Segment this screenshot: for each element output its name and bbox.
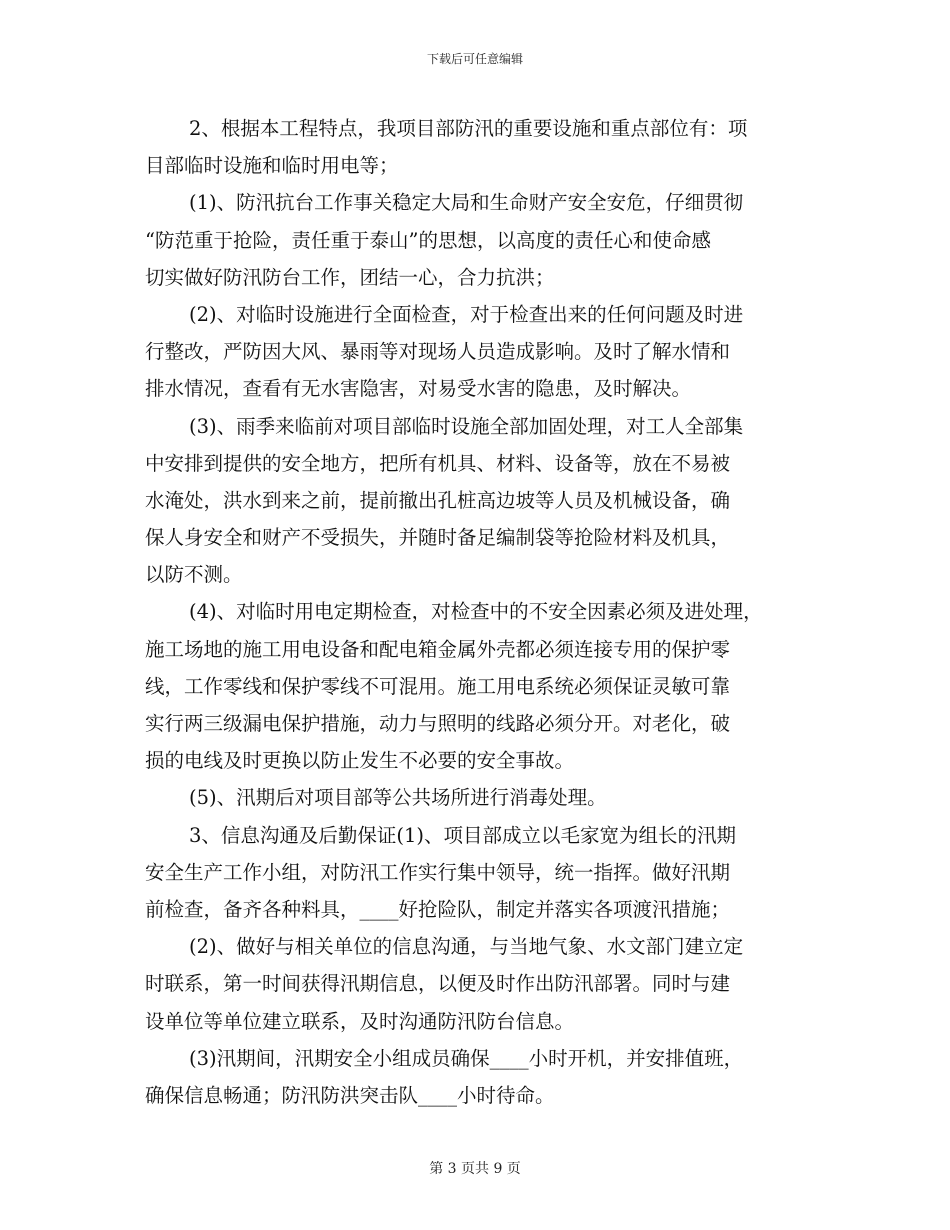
- document-body: [145, 110, 810, 1114]
- text-line: 损的电线及时更换以防止发生不必要的安全事故。: [145, 749, 575, 773]
- text-line: 3、信息沟通及后勤保证(1)、项目部成立以毛家宽为组长的汛期: [189, 823, 737, 847]
- text-line: 水淹处，洪水到来之前，提前撤出孔桩高边坡等人员及机械设备，确: [145, 488, 731, 512]
- text-line: 安全生产工作小组，对防汛工作实行集中领导，统一指挥。做好汛期: [145, 860, 731, 884]
- text-line: 确保信息畅通；防汛防洪突击队____小时待命。: [145, 1083, 555, 1107]
- text-line: 前检查，备齐各种料具，____好抢险队，制定并落实各项渡汛措施；: [145, 897, 731, 921]
- page-number: 第 3 页共 9 页: [429, 1161, 521, 1177]
- text-line: (2)、对临时设施进行全面检查，对于检查出来的任何问题及时进: [189, 302, 744, 326]
- text-line: 设单位等单位建立联系，及时沟通防汛防台信息。: [145, 1009, 575, 1033]
- text-line: 2、根据本工程特点，我项目部防汛的重要设施和重点部位有：项: [189, 117, 748, 140]
- text-line: 目部临时设施和临时用电等；: [145, 154, 399, 178]
- text-line: (2)、做好与相关单位的信息沟通，与当地气象、水文部门建立定: [189, 935, 744, 959]
- text-line: 施工场地的施工用电设备和配电箱金属外壳都必须连接专用的保护零: [145, 637, 731, 661]
- text-line: 时联系，第一时间获得汛期信息，以便及时作出防汛部署。同时与建: [145, 972, 731, 996]
- text-line: (5)、汛期后对项目部等公共场所进行消毒处理。: [189, 786, 607, 810]
- header-note: 下载后可任意编辑: [426, 52, 523, 66]
- text-line: (1)、防汛抗台工作事关稳定大局和生命财产安全安危，仔细贯彻: [189, 191, 744, 215]
- text-line: 线，工作零线和保护零线不可混用。施工用电系统必须保证灵敏可靠: [145, 674, 731, 698]
- text-line: 切实做好防汛防台工作，团结一心，合力抗洪；: [145, 265, 555, 289]
- text-line: (3)汛期间，汛期安全小组成员确保____小时开机，并安排值班，: [189, 1046, 744, 1070]
- text-line: 中安排到提供的安全地方，把所有机具、材料、设备等，放在不易被: [145, 451, 731, 475]
- text-line: 实行两三级漏电保护措施，动力与照明的线路必须分开。对老化，破: [145, 712, 731, 735]
- text-line: 排水情况，查看有无水害隐害，对易受水害的隐患，及时解决。: [145, 377, 692, 401]
- text-line: “防范重于抢险，责任重于泰山”的思想，以高度的责任心和使命感: [145, 228, 711, 252]
- text-line: (4)、对临时用电定期检查，对检查中的不安全因素必须及进处理，: [189, 600, 763, 624]
- text-line: (3)、雨季来临前对项目部临时设施全部加固处理，对工人全部集: [189, 414, 744, 438]
- text-line: 保人身安全和财产不受损失，并随时备足编制袋等抢险材料及机具，: [145, 526, 731, 550]
- text-line: 以防不测。: [145, 563, 243, 587]
- text-line: 行整改，严防因大风、暴雨等对现场人员造成影响。及时了解水情和: [145, 340, 731, 364]
